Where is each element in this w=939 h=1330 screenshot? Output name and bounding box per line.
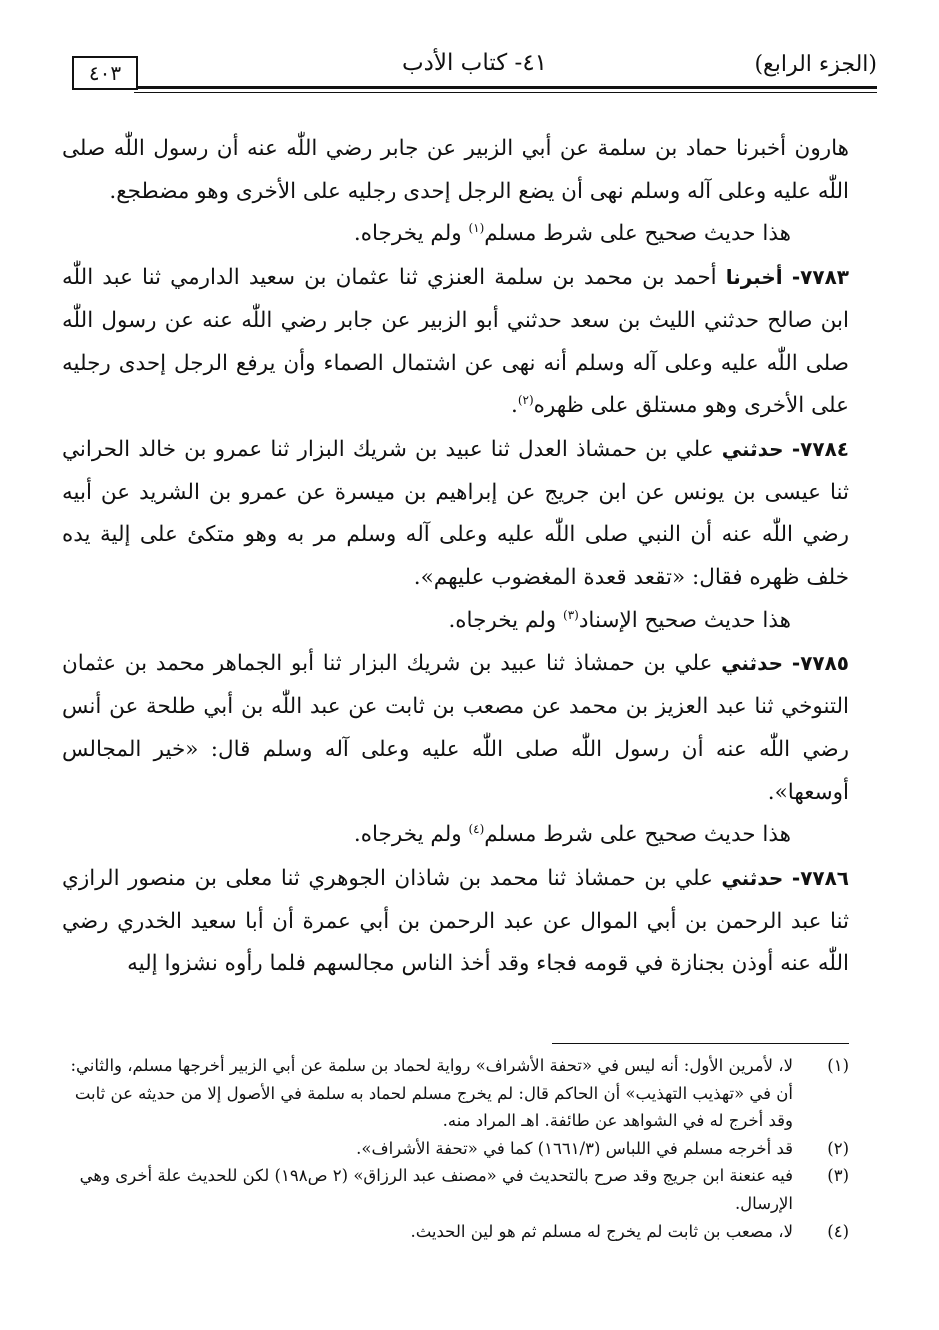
footnote-ref: (٣): [563, 607, 579, 622]
verdict-text: هذا حديث صحيح على شرط مسلم: [484, 822, 791, 848]
hadith-number: ٧٧٨٦-: [783, 865, 850, 890]
verdict-end: ولم يخرجاه.: [353, 822, 469, 848]
footnotes: [62, 1052, 849, 1245]
header-rule-thin: [134, 92, 877, 93]
hadith-text: علي بن حمشاذ ثنا محمد بن شاذان الجوهري ثنا معلى بن منصور الرازي ثنا عبد الرحمن بن أبي الموال عن عبد الرحمن بن أبي عمرة أن أبا سعيد الخدري رضي اللّٰه عنه أوذن بجنازة في قومه فجاء وقد أخذ الناس مجالسهم فلما رأوه نشزوا إليه: [62, 865, 849, 977]
page-number: ٤٠٣: [72, 56, 138, 90]
hadith-text: علي بن حمشاذ ثنا عبيد بن شريك البزار ثنا أبو الجماهر محمد بن عثمان التنوخي ثنا عبد العزيز بن محمد عن مصعب بن ثابت عن عبد اللّٰه بن أبي طلحة عن أنس رضي اللّٰه عنه أن رسول اللّٰه صلى اللّٰه عليه وعلى آله وسلم قال: «خير المجالس أوسعها».: [62, 651, 849, 805]
footnote-text: لا، مصعب بن ثابت لم يخرج له مسلم ثم هو لين الحديث.: [410, 1221, 793, 1241]
verdict-end: ولم يخرجاه.: [448, 607, 564, 633]
footnote-number: (١): [827, 1056, 849, 1075]
footnote-ref: (١): [468, 221, 485, 236]
footnote-3: [62, 1162, 849, 1217]
hadith-7786: [62, 857, 849, 986]
verdict-text: هذا حديث صحيح الإسناد: [578, 607, 791, 633]
footnote-text: لا، لأمرين الأول: أنه ليس في «تحفة الأشراف» رواية لحماد بن سلمة عن أبي الزبير أخرجها مسلم، والثاني: أن في «تهذيب التهذيب» أن الحاكم قال: لم يخرج مسلم لحماد به سلمة في الأصول إلا من حديثه عن ثابت وقد أخرج له في الشواهد عن طائفة. اهـ المراد منه.: [70, 1056, 793, 1131]
footnote-4: [62, 1218, 849, 1246]
hadith-7785: [62, 642, 849, 814]
hadith-lead: أخبرنا: [725, 265, 783, 290]
footnote-ref: (٢): [517, 393, 534, 408]
hadith-text: أحمد بن محمد بن سلمة العنزي ثنا عثمان بن سعيد الدارمي ثنا عبد اللّٰه ابن صالح حدثني الليث بن سعد حدثني أبو الزبير عن جابر رضي اللّٰه عنه عن رسول اللّٰه صلى اللّٰه عليه وعلى آله وسلم أنه نهى عن اشتمال الصماء وأن يرفع الرجل إحدى رجليه على الأخرى وهو مستلق على ظهره: [62, 265, 849, 419]
verdict-line: [62, 600, 849, 643]
verdict-line: [62, 213, 849, 256]
verdict-line: [62, 814, 849, 857]
hadith-number: ٧٧٨٣-: [782, 265, 849, 290]
hadith-lead: حدثني: [721, 865, 784, 890]
hadith-end: .: [510, 393, 518, 419]
footnote-ref: (٤): [468, 822, 485, 837]
chapter-title: ٤١- كتاب الأدب: [401, 50, 548, 76]
hadith-lead: حدثني: [721, 651, 784, 676]
hadith-number: ٧٧٨٤-: [783, 436, 849, 461]
volume-label: (الجزء الرابع): [754, 52, 877, 77]
hadith-7783: [62, 256, 849, 428]
hadith-text: علي بن حمشاذ العدل ثنا عبيد بن شريك البزار ثنا عمرو بن خالد الحراني ثنا عيسى بن يونس عن ابن جريج عن إبراهيم بن ميسرة عن عمرو بن الشريد عن أبيه رضي اللّٰه عنه أن النبي صلى اللّٰه عليه وعلى آله وسلم مر به وهو متكئ على إلية يده خلف ظهره فقال: «تقعد قعدة المغضوب عليهم».: [62, 436, 849, 591]
footnote-1: [62, 1052, 849, 1135]
verdict-end: ولم يخرجاه.: [353, 221, 469, 247]
hadith-7784: [62, 428, 849, 600]
footnote-number: (٢): [827, 1138, 849, 1158]
hadith-number: ٧٧٨٥-: [783, 651, 850, 676]
footnote-separator: [552, 1043, 849, 1044]
verdict-text: هذا حديث صحيح على شرط مسلم: [484, 221, 791, 247]
main-text: [62, 128, 849, 986]
footnote-2: [62, 1135, 849, 1163]
header-rule: [134, 86, 877, 89]
footnote-text: قد أخرجه مسلم في اللباس (١٦٦١/٣) كما في «تحفة الأشراف».: [356, 1138, 793, 1158]
footnote-text: فيه عنعنة ابن جريج وقد صرح بالتحديث في «مصنف عبد الرزاق» (٢ ص١٩٨) لكن للحديث علة أخرى وهي الإرسال.: [79, 1166, 793, 1213]
footnote-number: (٣): [827, 1166, 849, 1186]
footnote-number: (٤): [827, 1221, 849, 1241]
page-header: [72, 38, 877, 98]
paragraph-continuation: هارون أخبرنا حماد بن سلمة عن أبي الزبير عن جابر رضي اللّٰه عنه أن رسول اللّٰه صلى اللّٰه عليه وعلى آله وسلم نهى أن يضع الرجل إحدى رجليه على الأخرى وهو مضطجع.: [62, 136, 849, 204]
hadith-lead: حدثني: [721, 436, 784, 461]
